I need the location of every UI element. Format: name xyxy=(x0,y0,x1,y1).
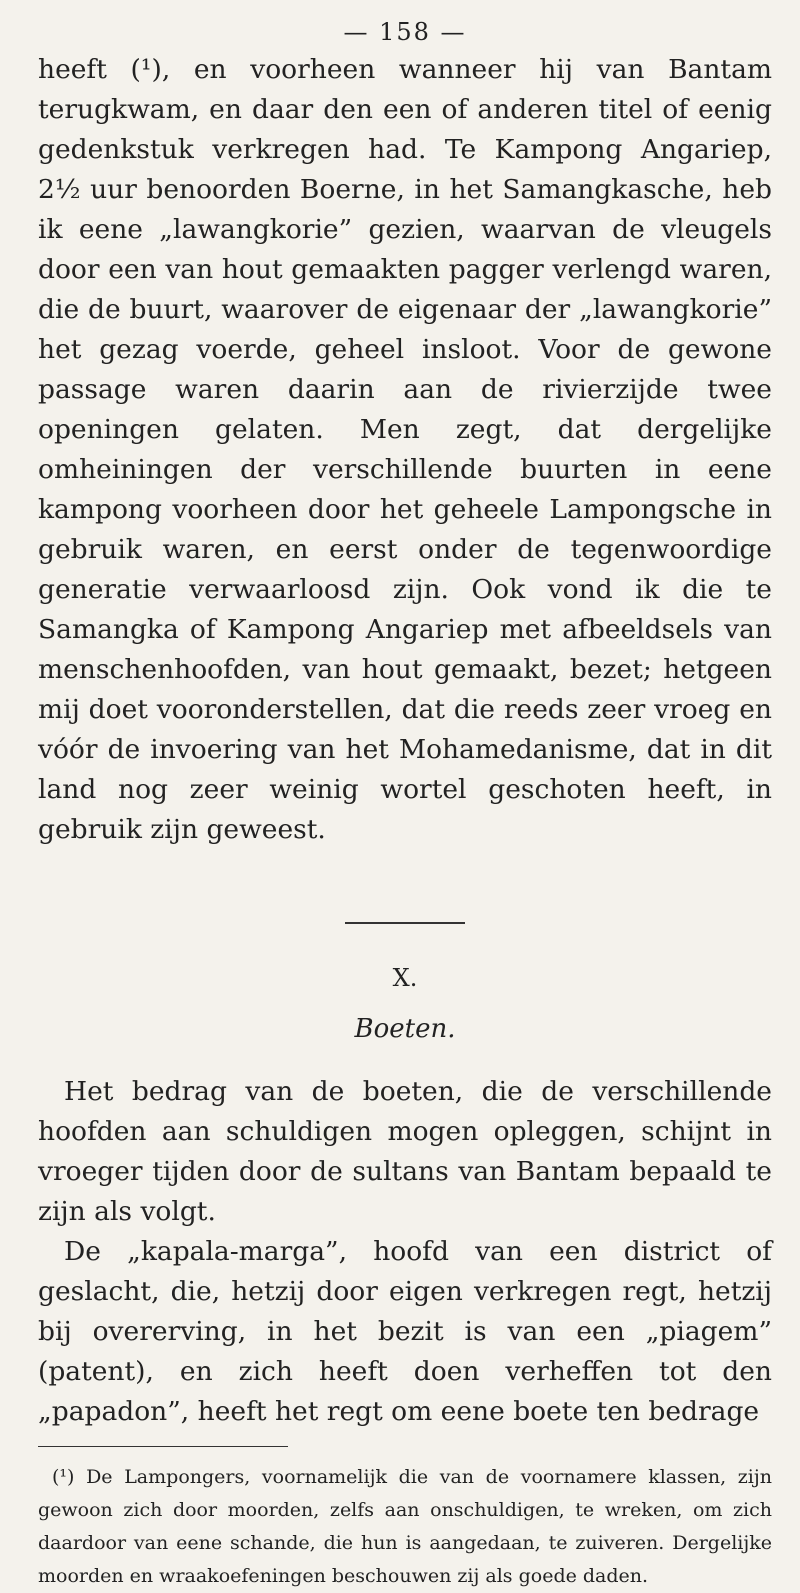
paragraph-1: heeft (¹), en voorheen wanneer hij van Bantam terugkwam, en daar den een of anderen titel of eenig gedenkstuk verkregen had. Te Kampong Angariep, 2½ uur benoorden Boerne, in het Samangkasche, heb ik eene „lawangkorie” gezien, waarvan de vleugels door een van hout gemaakten pagger verlengd waren, die de buurt, waarover de eigenaar der „lawangkorie” het gezag voerde, geheel insloot. Voor de gewone passage waren daarin aan de rivierzijde twee openingen gelaten. Men zegt, dat dergelijke omheiningen der verschillende buurten in eene kampong voorheen door het geheele Lampongsche in gebruik waren, en eerst onder de tegenwoordige generatie verwaarloosd zijn. Ook vond ik die te Samangka of Kampong Angariep met afbeeldsels van menschenhoofden, van hout gemaakt, bezet; hetgeen mij doet vooronderstellen, dat die reeds zeer vroeg en vóór de invoering van het Mohamedanisme, dat in dit land nog zeer weinig wortel geschoten heeft, in gebruik zijn geweest. xyxy=(38,54,772,845)
footnote-text: (¹) De Lampongers, voornamelijk die van de voornamere klassen, zijn gewoon zich door moorden, zelfs aan onschuldigen, te wreken, om zich daardoor van eene schande, die hun is aangedaan, te zuiveren. Dergelijke moorden en wraakoefeningen beschouwen zij als goede daden. xyxy=(38,1466,772,1587)
footnote-rule xyxy=(38,1446,288,1447)
section-text xyxy=(38,1072,772,1432)
main-text xyxy=(38,50,772,850)
page-number: — 158 — xyxy=(343,18,467,46)
section-divider xyxy=(345,922,465,924)
section-title: Boeten. xyxy=(354,1014,456,1044)
section-number: X. xyxy=(392,964,418,992)
paragraph-2: Het bedrag van de boeten, die de verschillende hoofden aan schuldigen mogen opleggen, schijnt in vroeger tijden door de sultans van Bantam bepaald te zijn als volgt. xyxy=(38,1076,772,1227)
paragraph-3: De „kapala-marga”, hoofd van een district of geslacht, die, hetzij door eigen verkregen regt, hetzij bij overerving, in het bezit is van een „piagem” (patent), en zich heeft doen verheffen tot den „papadon”, heeft het regt om eene boete ten bedrage xyxy=(38,1236,772,1427)
page xyxy=(38,0,772,1593)
footnote xyxy=(38,1461,772,1593)
